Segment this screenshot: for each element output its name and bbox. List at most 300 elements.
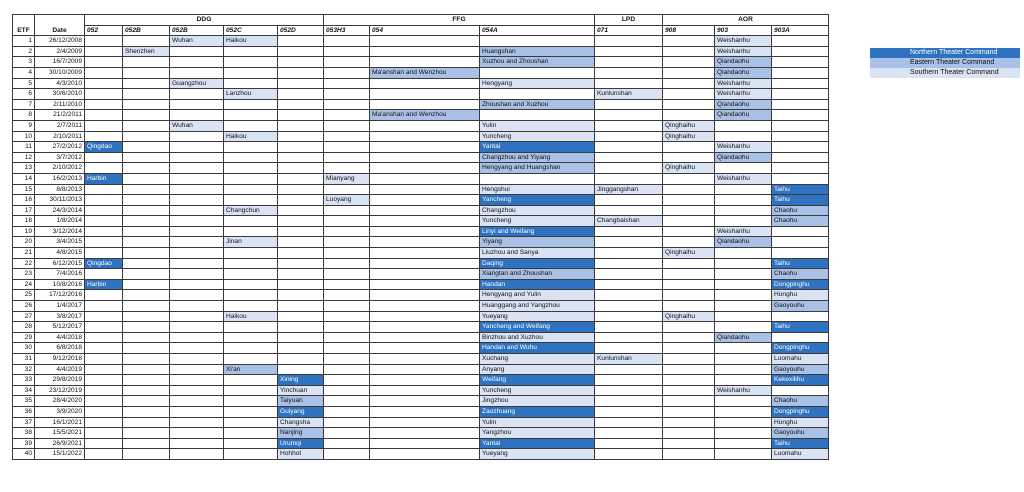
ship-cell: [123, 78, 170, 89]
ship-cell: Qiandaohu: [715, 332, 772, 343]
ship-cell: Dongpinghu: [772, 279, 829, 290]
ship-cell: [170, 332, 224, 343]
ship-cell: Chaohu: [772, 269, 829, 280]
ship-cell: [224, 184, 278, 195]
ship-cell: Qinghaihu: [663, 248, 715, 259]
legend-swatch-southern: [870, 68, 910, 78]
ship-cell: [278, 332, 324, 343]
ship-cell: [170, 152, 224, 163]
ship-cell: [170, 237, 224, 248]
legend-item-southern: [870, 68, 1020, 78]
date-cell: 9/12/2018: [35, 354, 85, 365]
ship-cell: [85, 110, 123, 121]
ship-cell: Yinchuan: [278, 385, 324, 396]
date-cell: 2/4/2009: [35, 46, 85, 57]
ship-cell: [370, 322, 480, 333]
ship-cell: Liuzhou and Sanya: [480, 248, 595, 259]
ship-cell: [324, 184, 370, 195]
etf-cell: 12: [13, 152, 35, 163]
table-row: [13, 332, 829, 343]
ship-cell: Qinghaihu: [663, 311, 715, 322]
ship-cell: [324, 406, 370, 417]
ship-cell: [772, 385, 829, 396]
ship-cell: [85, 343, 123, 354]
ship-cell: [278, 120, 324, 131]
ship-cell: Qinghaihu: [663, 120, 715, 131]
ship-cell: [370, 163, 480, 174]
ship-cell: [595, 279, 663, 290]
date-cell: 4/4/2018: [35, 332, 85, 343]
ship-cell: [278, 99, 324, 110]
etf-cell: 23: [13, 269, 35, 280]
ship-cell: [370, 279, 480, 290]
table-row: [13, 152, 829, 163]
ship-cell: [123, 226, 170, 237]
ship-cell: [772, 46, 829, 57]
ship-cell: [123, 449, 170, 460]
date-cell: 2/7/2011: [35, 120, 85, 131]
ship-cell: [663, 36, 715, 47]
ship-cell: [370, 216, 480, 227]
ship-cell: [595, 195, 663, 206]
ship-cell: Kekexilihu: [772, 375, 829, 386]
date-cell: 3/4/2015: [35, 237, 85, 248]
ship-cell: Changzhou and Yiyang: [480, 152, 595, 163]
ship-cell: [715, 184, 772, 195]
etf-cell: 7: [13, 99, 35, 110]
ship-cell: Dongpinghu: [772, 343, 829, 354]
legend-label: Eastern Theater Command: [906, 58, 1020, 68]
ship-cell: [123, 205, 170, 216]
ship-cell: [595, 385, 663, 396]
date-cell: 17/12/2016: [35, 290, 85, 301]
ship-cell: Weishanhu: [715, 385, 772, 396]
ship-cell: [224, 269, 278, 280]
ship-cell: [715, 131, 772, 142]
ship-cell: Urumqi: [278, 438, 324, 449]
ship-cell: [595, 152, 663, 163]
ship-cell: [715, 301, 772, 312]
ship-cell: [224, 301, 278, 312]
ship-cell: [170, 354, 224, 365]
header-type-row: [13, 25, 829, 36]
ship-cell: [224, 417, 278, 428]
ship-cell: [170, 57, 224, 68]
ship-cell: Yiyang: [480, 237, 595, 248]
ship-cell: Xuchang: [480, 354, 595, 365]
type-header: 052B: [123, 25, 170, 36]
ship-cell: [278, 354, 324, 365]
table-row: [13, 216, 829, 227]
ship-cell: [278, 36, 324, 47]
ship-cell: [370, 152, 480, 163]
ship-cell: [85, 428, 123, 439]
etf-cell: 19: [13, 226, 35, 237]
ship-cell: [663, 142, 715, 153]
ship-cell: [324, 332, 370, 343]
type-header: 052: [85, 25, 123, 36]
ship-cell: [663, 290, 715, 301]
ship-cell: [170, 290, 224, 301]
ship-cell: [85, 354, 123, 365]
type-header: 054: [370, 25, 480, 36]
etf-cell: 31: [13, 354, 35, 365]
ship-cell: [85, 78, 123, 89]
ship-cell: [170, 406, 224, 417]
ship-cell: [170, 216, 224, 227]
ship-cell: [170, 269, 224, 280]
ship-cell: [370, 195, 480, 206]
ship-cell: [170, 311, 224, 322]
ship-cell: [595, 364, 663, 375]
ship-cell: [85, 46, 123, 57]
table-row: [13, 279, 829, 290]
date-cell: 26/12/2008: [35, 36, 85, 47]
ship-cell: [663, 152, 715, 163]
ship-cell: Taiyuan: [278, 396, 324, 407]
ship-cell: Qingdao: [85, 258, 123, 269]
ship-cell: [85, 99, 123, 110]
ship-cell: [324, 36, 370, 47]
ship-cell: [480, 89, 595, 100]
ship-cell: [715, 322, 772, 333]
ship-cell: [772, 248, 829, 259]
ship-cell: [224, 449, 278, 460]
ship-cell: [278, 290, 324, 301]
ship-cell: [123, 163, 170, 174]
ship-cell: [772, 57, 829, 68]
table-row: [13, 364, 829, 375]
ship-cell: [595, 449, 663, 460]
ship-cell: [278, 173, 324, 184]
ship-cell: [370, 449, 480, 460]
ship-cell: [772, 142, 829, 153]
ship-cell: [85, 248, 123, 259]
ship-cell: [123, 258, 170, 269]
ship-cell: [324, 163, 370, 174]
ship-cell: [85, 396, 123, 407]
ship-cell: [715, 279, 772, 290]
ship-cell: [772, 99, 829, 110]
ship-cell: [123, 184, 170, 195]
ship-cell: Qinghaihu: [663, 131, 715, 142]
ship-cell: [123, 279, 170, 290]
legend-swatch-eastern: [870, 58, 910, 68]
table-row: [13, 226, 829, 237]
ship-cell: [170, 396, 224, 407]
ship-cell: [370, 226, 480, 237]
ship-cell: [370, 301, 480, 312]
ship-cell: Handan: [480, 279, 595, 290]
ship-cell: [715, 428, 772, 439]
ship-cell: [278, 269, 324, 280]
ship-cell: [224, 67, 278, 78]
ship-cell: [595, 99, 663, 110]
group-header-lpd: LPD: [595, 15, 663, 26]
ship-cell: [595, 269, 663, 280]
ship-cell: Luoyang: [324, 195, 370, 206]
ship-cell: [170, 385, 224, 396]
ship-cell: [663, 205, 715, 216]
ship-cell: [370, 248, 480, 259]
ship-cell: Yangzhou: [480, 428, 595, 439]
ship-cell: Weishanhu: [715, 226, 772, 237]
ship-cell: [595, 120, 663, 131]
date-cell: 6/8/2018: [35, 343, 85, 354]
ship-cell: [170, 449, 224, 460]
ship-cell: Taihu: [772, 438, 829, 449]
ship-cell: [224, 322, 278, 333]
ship-cell: [370, 46, 480, 57]
etf-cell: 39: [13, 438, 35, 449]
ship-cell: [715, 417, 772, 428]
table-row: [13, 258, 829, 269]
ship-cell: [278, 364, 324, 375]
ship-cell: [85, 237, 123, 248]
ship-cell: [663, 78, 715, 89]
date-cell: 4/3/2010: [35, 78, 85, 89]
table-row: [13, 67, 829, 78]
ship-cell: Xi'an: [224, 364, 278, 375]
ship-cell: Qingdao: [85, 142, 123, 153]
ship-cell: [370, 385, 480, 396]
ship-cell: [324, 110, 370, 121]
etf-cell: 1: [13, 36, 35, 47]
ship-cell: [85, 89, 123, 100]
ship-cell: Yueyang: [480, 311, 595, 322]
ship-cell: Yulin: [480, 120, 595, 131]
ship-cell: [123, 216, 170, 227]
ship-cell: [170, 46, 224, 57]
ship-cell: [85, 67, 123, 78]
ship-cell: [123, 269, 170, 280]
ship-cell: [278, 57, 324, 68]
ship-cell: [324, 311, 370, 322]
date-cell: 4/8/2015: [35, 248, 85, 259]
ship-cell: [85, 290, 123, 301]
ship-cell: [324, 67, 370, 78]
ship-cell: Qiandaohu: [715, 152, 772, 163]
date-cell: 8/8/2013: [35, 184, 85, 195]
table-row: [13, 99, 829, 110]
ship-cell: [595, 301, 663, 312]
ship-cell: [85, 417, 123, 428]
ship-cell: [324, 120, 370, 131]
ship-cell: [595, 173, 663, 184]
date-cell: 3/12/2014: [35, 226, 85, 237]
ship-cell: [370, 375, 480, 386]
ship-cell: Wuhan: [170, 36, 224, 47]
ship-cell: [324, 99, 370, 110]
ship-cell: [663, 173, 715, 184]
ship-cell: Yuncheng: [480, 216, 595, 227]
ship-cell: Guangzhou: [170, 78, 224, 89]
date-cell: 2/10/2012: [35, 163, 85, 174]
type-header: 071: [595, 25, 663, 36]
etf-cell: 15: [13, 184, 35, 195]
ship-cell: [595, 428, 663, 439]
ship-cell: [278, 279, 324, 290]
etf-cell: 26: [13, 301, 35, 312]
ship-cell: [370, 99, 480, 110]
ship-cell: [85, 406, 123, 417]
ship-cell: [123, 343, 170, 354]
ship-cell: [85, 449, 123, 460]
ship-cell: Changzhou: [480, 205, 595, 216]
ship-cell: [123, 364, 170, 375]
ship-cell: Daqing: [480, 258, 595, 269]
date-cell: 7/4/2016: [35, 269, 85, 280]
ship-cell: [370, 258, 480, 269]
table-row: [13, 343, 829, 354]
table-body: [13, 36, 829, 460]
ship-cell: [663, 279, 715, 290]
ship-cell: [85, 205, 123, 216]
ship-cell: [85, 226, 123, 237]
ship-cell: [123, 195, 170, 206]
ship-cell: [278, 89, 324, 100]
ship-cell: [224, 438, 278, 449]
ship-cell: Wuhan: [170, 120, 224, 131]
ship-cell: Hengshui: [480, 184, 595, 195]
date-cell: 1/4/2017: [35, 301, 85, 312]
ship-cell: [170, 248, 224, 259]
ship-cell: Qiandaohu: [715, 67, 772, 78]
ship-cell: [370, 89, 480, 100]
ship-cell: Yancheng and Weifang: [480, 322, 595, 333]
ship-cell: [772, 226, 829, 237]
ship-cell: Xining: [278, 375, 324, 386]
ship-cell: Hengyang: [480, 78, 595, 89]
etf-cell: 38: [13, 428, 35, 439]
table-row: [13, 57, 829, 68]
etf-cell: 25: [13, 290, 35, 301]
date-cell: 3/7/2012: [35, 152, 85, 163]
table-row: [13, 428, 829, 439]
ship-cell: [772, 332, 829, 343]
ship-cell: [370, 354, 480, 365]
table-row: [13, 36, 829, 47]
ship-cell: [123, 322, 170, 333]
etf-header: ETF: [13, 15, 35, 36]
ship-cell: [715, 449, 772, 460]
ship-cell: [123, 332, 170, 343]
type-header: 053H3: [324, 25, 370, 36]
ship-cell: [324, 216, 370, 227]
ship-cell: [480, 67, 595, 78]
table-row: [13, 89, 829, 100]
date-cell: 6/12/2015: [35, 258, 85, 269]
ship-cell: Chaohu: [772, 216, 829, 227]
ship-cell: [224, 152, 278, 163]
ship-cell: Qiandaohu: [715, 99, 772, 110]
ship-cell: [123, 396, 170, 407]
ship-cell: [224, 173, 278, 184]
ship-cell: [170, 301, 224, 312]
ship-cell: [370, 57, 480, 68]
table-row: [13, 375, 829, 386]
ship-cell: [85, 311, 123, 322]
ship-cell: [595, 343, 663, 354]
date-cell: 15/5/2021: [35, 428, 85, 439]
ship-cell: [123, 237, 170, 248]
ship-cell: [370, 332, 480, 343]
ship-cell: [663, 343, 715, 354]
ship-cell: [278, 205, 324, 216]
date-cell: 30/11/2013: [35, 195, 85, 206]
ship-cell: [278, 142, 324, 153]
etf-cell: 22: [13, 258, 35, 269]
ship-cell: [170, 279, 224, 290]
date-cell: 2/10/2011: [35, 131, 85, 142]
ship-cell: Xiangtan and Zhoushan: [480, 269, 595, 280]
ship-cell: [224, 354, 278, 365]
ship-cell: [370, 120, 480, 131]
ship-cell: [663, 67, 715, 78]
ship-cell: [278, 226, 324, 237]
ship-cell: [324, 417, 370, 428]
table-row: [13, 131, 829, 142]
ship-cell: [370, 290, 480, 301]
type-header: 052D: [278, 25, 324, 36]
date-cell: 16/7/2009: [35, 57, 85, 68]
ship-cell: [170, 184, 224, 195]
ship-cell: [224, 120, 278, 131]
ship-cell: [663, 438, 715, 449]
ship-cell: [85, 184, 123, 195]
ship-cell: [224, 57, 278, 68]
ship-cell: [715, 163, 772, 174]
ship-cell: Honghu: [772, 417, 829, 428]
legend-label: Southern Theater Command: [906, 68, 1020, 78]
ship-cell: Shenzhen: [123, 46, 170, 57]
ship-cell: Weishanhu: [715, 173, 772, 184]
date-cell: 29/8/2019: [35, 375, 85, 386]
ship-cell: [370, 417, 480, 428]
date-header: Date: [35, 15, 85, 36]
ship-cell: [324, 385, 370, 396]
ship-cell: [772, 89, 829, 100]
table-row: [13, 449, 829, 460]
ship-cell: [85, 322, 123, 333]
ship-cell: [170, 163, 224, 174]
ship-cell: [85, 216, 123, 227]
ship-cell: [224, 396, 278, 407]
ship-cell: [85, 57, 123, 68]
date-cell: 26/9/2021: [35, 438, 85, 449]
ship-cell: [715, 438, 772, 449]
ship-cell: Ma'anshan and Wenzhou: [370, 110, 480, 121]
ship-cell: [370, 428, 480, 439]
ship-cell: [595, 78, 663, 89]
ship-cell: [278, 78, 324, 89]
ship-cell: [370, 269, 480, 280]
ship-cell: [278, 216, 324, 227]
ship-cell: [715, 216, 772, 227]
ship-cell: [370, 205, 480, 216]
ship-cell: [170, 364, 224, 375]
table-row: [13, 311, 829, 322]
etf-cell: 33: [13, 375, 35, 386]
date-cell: 28/4/2020: [35, 396, 85, 407]
ship-cell: [224, 375, 278, 386]
table-row: [13, 163, 829, 174]
table-row: [13, 195, 829, 206]
ship-cell: [85, 36, 123, 47]
ship-cell: Chaohu: [772, 396, 829, 407]
ship-cell: [170, 131, 224, 142]
ship-cell: [123, 375, 170, 386]
